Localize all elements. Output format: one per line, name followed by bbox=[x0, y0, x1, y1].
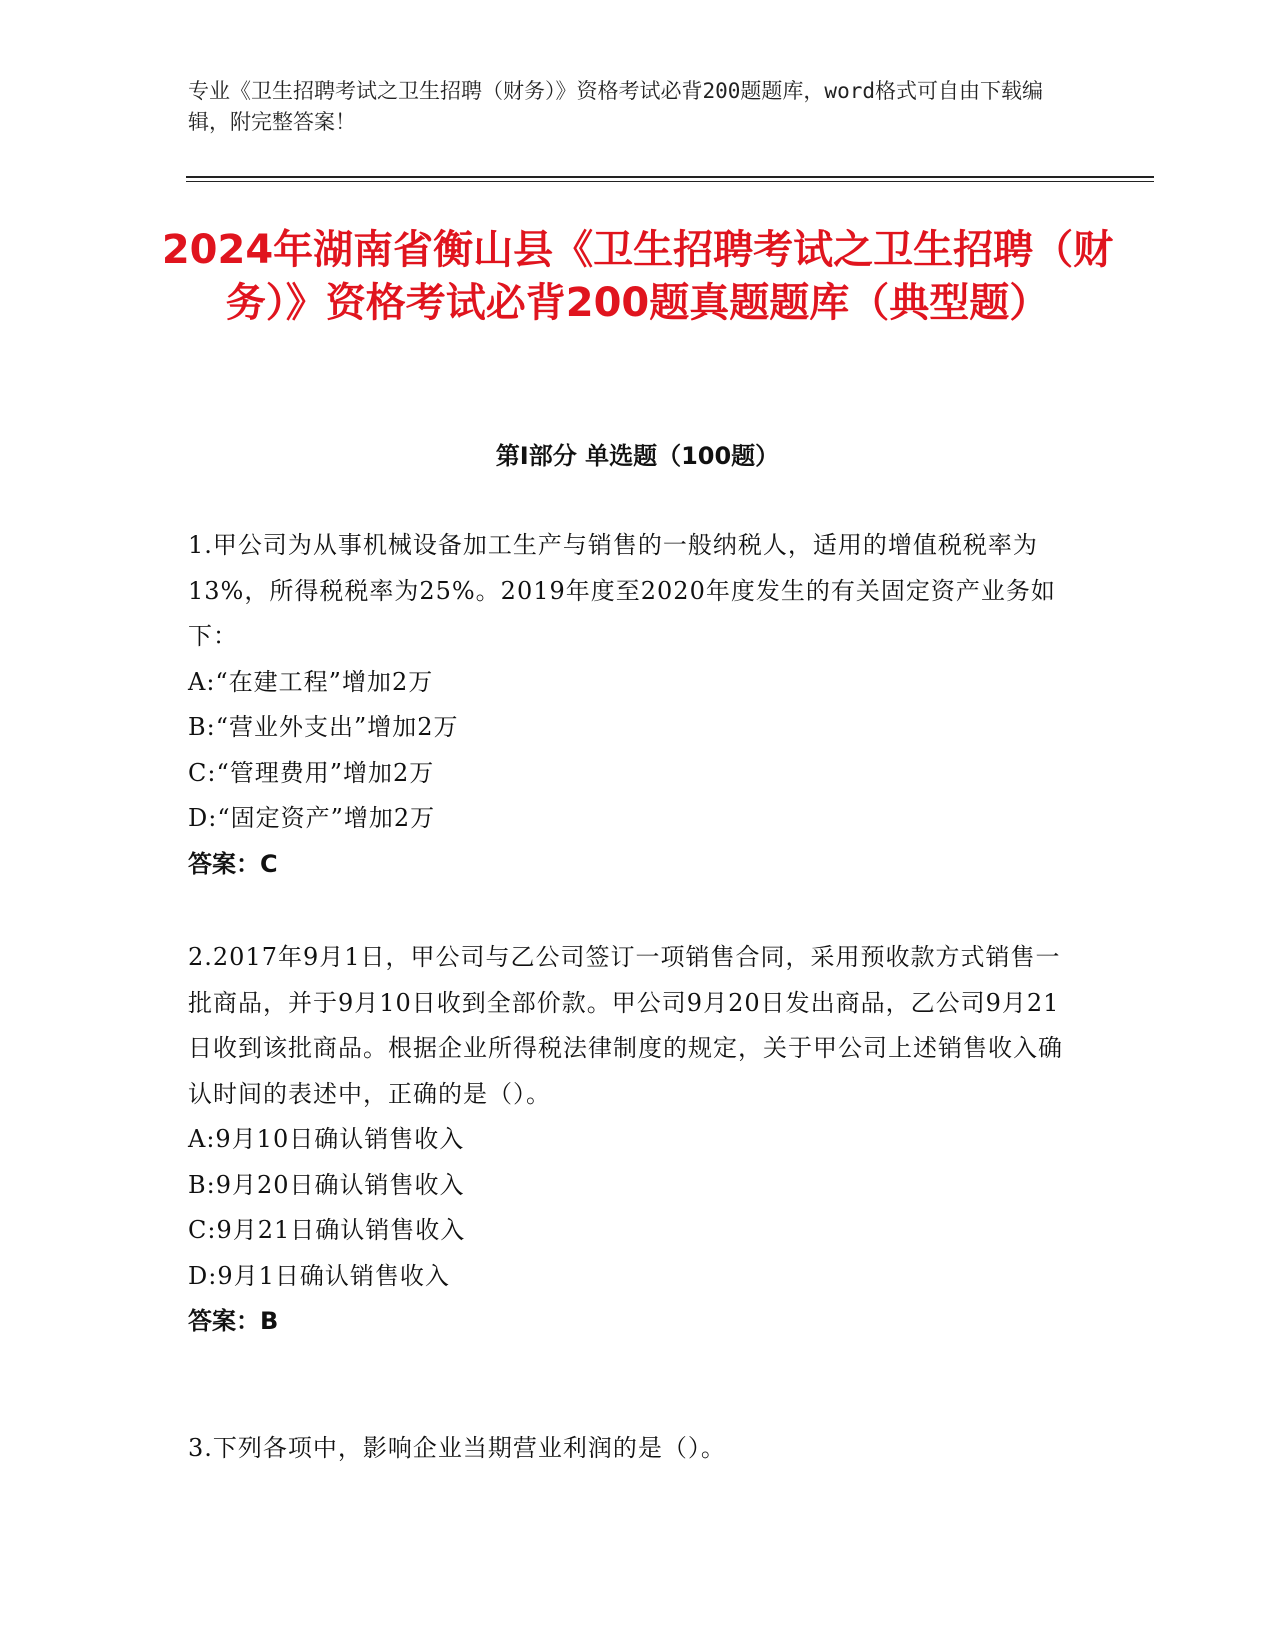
option-d: D:9月1日确认销售收入 bbox=[188, 1261, 450, 1290]
option-c: C:9月21日确认销售收入 bbox=[188, 1216, 466, 1244]
option-a: A:9月10日确认销售收入 bbox=[188, 1125, 465, 1153]
option-b: B:9月20日确认销售收入 bbox=[188, 1170, 465, 1199]
question-3 bbox=[188, 1426, 1068, 1472]
option-a: A:“在建工程”增加2万 bbox=[188, 667, 434, 696]
option-c: C:“管理费用”增加2万 bbox=[188, 758, 435, 787]
question-2 bbox=[188, 935, 1068, 1345]
header-divider-thick bbox=[186, 176, 1154, 178]
answer-label: 答案：C bbox=[188, 849, 278, 878]
document-title: 2024年湖南省衡山县《卫生招聘考试之卫生招聘（财务）》资格考试必背200题真题题库（典型题） bbox=[161, 227, 1114, 326]
question-stem: 3.下列各项中，影响企业当期营业利润的是（）。 bbox=[188, 1434, 726, 1462]
option-b: B:“营业外支出”增加2万 bbox=[188, 713, 459, 741]
question-1 bbox=[188, 523, 1068, 887]
section-heading: 第I部分 单选题（100题） bbox=[495, 442, 780, 470]
answer-label: 答案：B bbox=[188, 1307, 279, 1335]
question-stem: 2.2017年9月1日，甲公司与乙公司签订一项销售合同，采用预收款方式销售一批商品，并于9月10日收到全部价款。甲公司9月20日发出商品，乙公司9月21日收到该批商品。根据企业所得税法律制度的规定，关于甲公司上述销售收入确认时间的表述中，正确的是（）。 bbox=[188, 943, 1063, 1108]
header-divider-thin bbox=[186, 181, 1154, 182]
question-stem: 1.甲公司为从事机械设备加工生产与销售的一般纳税人，适用的增值税税率为13%，所得税税率为25%。2019年度至2020年度发生的有关固定资产业务如下： bbox=[188, 531, 1056, 650]
option-d: D:“固定资产”增加2万 bbox=[188, 804, 436, 832]
header-note: 专业《卫生招聘考试之卫生招聘（财务）》资格考试必背200题题库，word格式可自由下载编辑，附完整答案！ bbox=[188, 79, 1043, 134]
